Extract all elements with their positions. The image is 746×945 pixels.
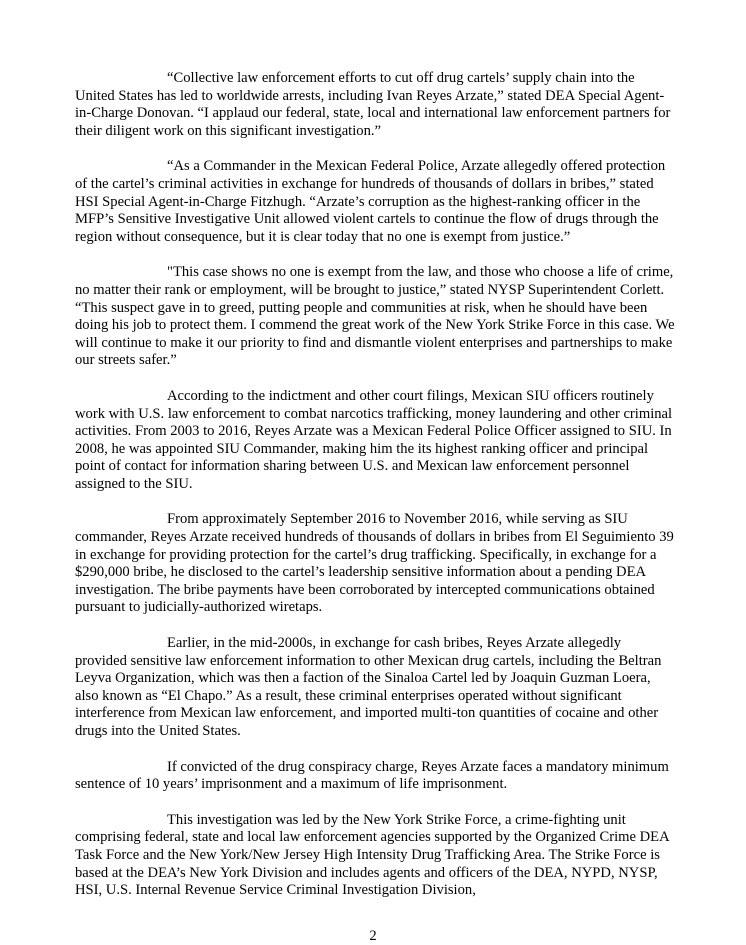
page-number: 2: [369, 928, 377, 944]
paragraph-nysp-statement: "This case shows no one is exempt from the law, and those who choose a life of crime, no matter their rank or employment, will be brought to justice,” stated NYSP Superintendent Corlett. “This suspect gave in to greed, putting people and communities at risk, when he should have been doing his job to protect them. I commend the great work of the New York Strike Force in this case. We will continue to make it our priority to find and dismantle violent enterprises and partnerships to make our streets safer.”: [75, 264, 675, 369]
paragraph-bribes-2016: From approximately September 2016 to November 2016, while serving as SIU commander, Reyes Arzate received hundreds of thousands of dollars in bribes from El Seguimiento 39 in exchange for providing protection for the cartel’s drug trafficking. Specifically, in exchange for a $290,000 bribe, he disclosed to the cartel’s leadership sensitive information about a pending DEA investigation. The bribe payments have been corroborated by intercepted communications obtained pursuant to judicially-authorized wiretaps.: [75, 511, 674, 616]
paragraph-investigation-credit: This investigation was led by the New York Strike Force, a crime-fighting unit comprising federal, state and local law enforcement agencies supported by the Organized Crime DEA Task Force and the New York/New Jersey High Intensity Drug Trafficking Area. The Strike Force is based at the DEA’s New York Division and includes agents and officers of the DEA, NYPD, NYSP, HSI, U.S. Internal Revenue Service Criminal Investigation Division,: [75, 811, 669, 899]
paragraph-hsi-statement: “As a Commander in the Mexican Federal Police, Arzate allegedly offered protection of the cartel’s criminal activities in exchange for hundreds of thousands of dollars in bribes,” stated HSI Special Agent-in-Charge Fitzhugh. “Arzate’s corruption as the highest-ranking officer in the MFP’s Sensitive Investigative Unit allowed violent cartels to continue the flow of drugs through the region without consequence, but it is clear today that no one is exempt from justice.”: [75, 158, 666, 245]
paragraph-mid-2000s: Earlier, in the mid-2000s, in exchange for cash bribes, Reyes Arzate allegedly provided sensitive law enforcement information to other Mexican drug cartels, including the Beltran Leyva Organization, which was then a faction of the Sinaloa Cartel led by Joaquin Guzman Loera, also known as “El Chapo.” As a result, these criminal enterprises operated without significant interference from Mexican law enforcement, and imported multi-ton quantities of cocaine and other drugs into the United States.: [75, 635, 662, 739]
paragraph-dea-statement: “Collective law enforcement efforts to cut off drug cartels’ supply chain into the United States has led to worldwide arrests, including Ivan Reyes Arzate,” stated DEA Special Agent-in-Charge Donovan. “I applaud our federal, state, local and international law enforcement partners for their diligent work on this significant investigation.”: [75, 70, 671, 139]
document-body: [75, 70, 675, 918]
paragraph-indictment-background: According to the indictment and other court filings, Mexican SIU officers routinely work with U.S. law enforcement to combat narcotics trafficking, money laundering and other criminal activities. From 2003 to 2016, Reyes Arzate was a Mexican Federal Police Officer assigned to SIU. In 2008, he was appointed SIU Commander, making him the its highest ranking officer and principal point of contact for information sharing between U.S. and Mexican law enforcement personnel assigned to the SIU.: [75, 387, 673, 492]
paragraph-sentencing: If convicted of the drug conspiracy charge, Reyes Arzate faces a mandatory minimum sentence of 10 years’ imprisonment and a maximum of life imprisonment.: [75, 758, 669, 793]
